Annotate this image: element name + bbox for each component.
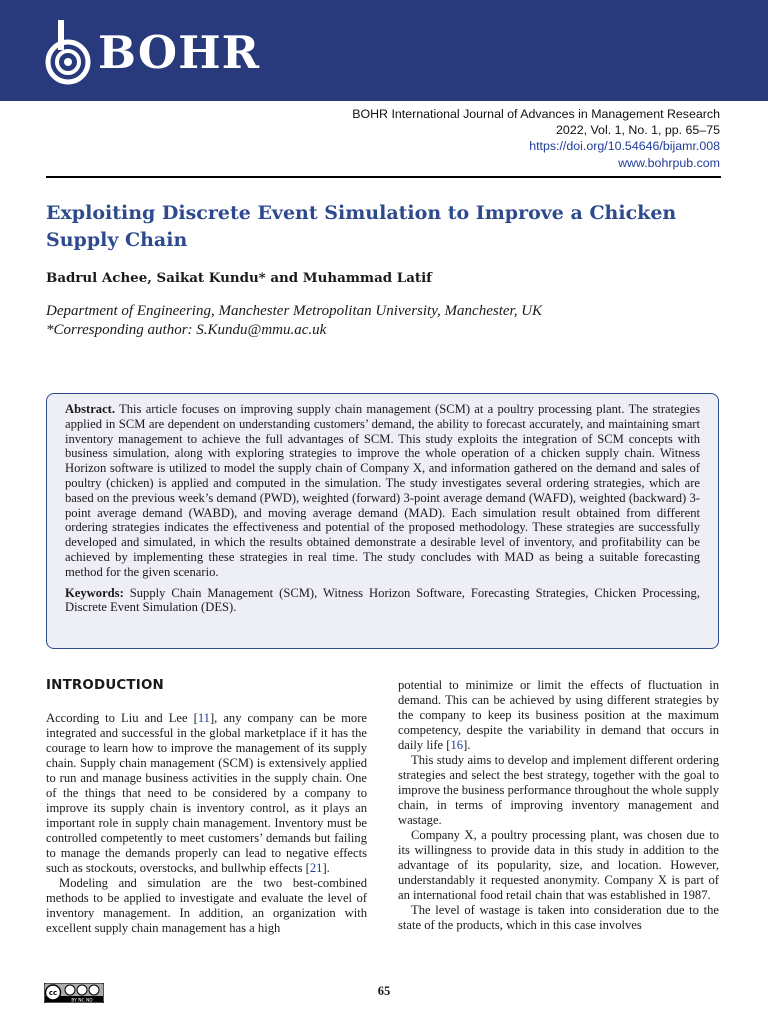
bohr-logo[interactable] bbox=[44, 18, 260, 86]
license-text: BY NC ND bbox=[71, 998, 93, 1003]
journal-name: BOHR International Journal of Advances in Management Research bbox=[352, 107, 720, 121]
right-column bbox=[398, 678, 719, 933]
volume-line: 2022, Vol. 1, No. 1, pp. 65–75 bbox=[556, 123, 720, 138]
body-paragraph: Company X, a poultry processing plant, was chosen due to its willingness to provide data in this study in addition to the advantage of its popularity, size, and location. However, understandably it requested anonymity. Company X is part of an international food retail chain that was established in 1987. bbox=[398, 828, 719, 902]
website-link[interactable]: www.bohrpub.com bbox=[618, 155, 720, 170]
bohr-emblem-icon bbox=[44, 18, 92, 86]
abstract-text: This article focuses on improving supply chain management (SCM) at a poultry processing plant. The strategies applied in SCM are dependent on understanding customers’ demand, the ability to forecast accurately, and maintaining smart inventory management to achieve the full advantages of SCM. This study exploits the integration of SCM concepts with business simulation, along with exploring strategies to improve the whole operation of a chicken supply chain. Witness Horizon software is utilized to model the supply chain of Company X, and information gathered on the demand and sales of poultry (chicken) is applied and computed in the simulation. The study investigates several ordering strategies, which are based on the previous week’s demand (PWD), weighted (forward) 3-point average demand (WAFD), weighted (backward) 3-point average demand (WABD), and moving average demand (MAD). Each simulation result obtained from different ordering strategies indicates the effectiveness and potential of the proposed methodology. These strategies are successfully developed and simulated, in which the results obtained demonstrate a desirable level of inventory, and profitability can be achieved by implementing these strategies in real time. The study concludes with MAD as being a suitable forecasting method for the given scenario. bbox=[65, 402, 701, 579]
citation-link[interactable]: 11 bbox=[197, 711, 210, 725]
journal-info bbox=[352, 106, 720, 171]
abstract-label: Abstract. bbox=[65, 402, 116, 416]
citation-link[interactable]: 21 bbox=[309, 861, 323, 875]
logo-wordmark: BOHR bbox=[98, 25, 260, 79]
affiliation: Department of Engineering, Manchester Metropolitan University, Manchester, UK bbox=[46, 303, 543, 319]
header-divider bbox=[46, 176, 721, 178]
corresponding-author: *Corresponding author: S.Kundu@mmu.ac.uk bbox=[46, 321, 327, 338]
body-paragraph: potential to minimize or limit the effects of fluctuation in demand. This can be achieved by using different strategies by the company to keep its business position at the maximum competency, despite the variability in demand that occurs in daily life [16]. bbox=[398, 678, 719, 752]
left-column bbox=[46, 678, 367, 936]
abstract-paragraph bbox=[65, 402, 700, 580]
body-paragraph: Modeling and simulation are the two best-combined methods to be applied to investigate and evaluate the level of inventory management. In addition, an organization with excellent supply chain management has a high bbox=[46, 876, 367, 935]
doi-link[interactable]: https://doi.org/10.54646/bijamr.008 bbox=[529, 139, 720, 154]
author-list: Badrul Achee, Saikat Kundu* and Muhammad Latif bbox=[46, 270, 432, 286]
keywords-text: Supply Chain Management (SCM), Witness Horizon Software, Forecasting Strategies, Chicken Processing, Discrete Event Simulation (DES). bbox=[65, 585, 700, 615]
svg-text:cc: cc bbox=[48, 989, 58, 997]
page-number: 65 bbox=[377, 984, 391, 998]
keywords-label: Keywords: bbox=[65, 585, 124, 600]
body-paragraph: The level of wastage is taken into consideration due to the state of the products, which in this case involves bbox=[398, 903, 719, 932]
body-paragraph: This study aims to develop and implement different ordering strategies and select the best strategy, together with the goal to improve the business performance throughout the whole supply chain, in terms of improving inventory management and wastage. bbox=[398, 753, 719, 827]
article-title: Exploiting Discrete Event Simulation to Improve a Chicken Supply Chain bbox=[46, 202, 677, 251]
body-paragraph: According to Liu and Lee [11], any company can be more integrated and successful in the global marketplace if it has the courage to learn how to improve the management of its supply chain. Supply chain management (SCM) is extensively applied to run and manage business activities in the supply chain. One of the things that need to be considered by a company to improve its supply chain is inventory control, as it plays an important role in supply chain management. Inventory must be controlled competently to meet customers’ demands but failing to manage the demands properly can lead to negative effects such as stockouts, overstocks, and bullwhip effects [21]. bbox=[46, 711, 367, 875]
affiliation-block bbox=[46, 302, 542, 339]
citation-link[interactable]: 16 bbox=[450, 738, 464, 752]
abstract-box bbox=[46, 393, 719, 649]
header-banner bbox=[0, 0, 768, 101]
keywords-paragraph bbox=[65, 586, 700, 616]
section-heading: INTRODUCTION bbox=[46, 678, 164, 693]
